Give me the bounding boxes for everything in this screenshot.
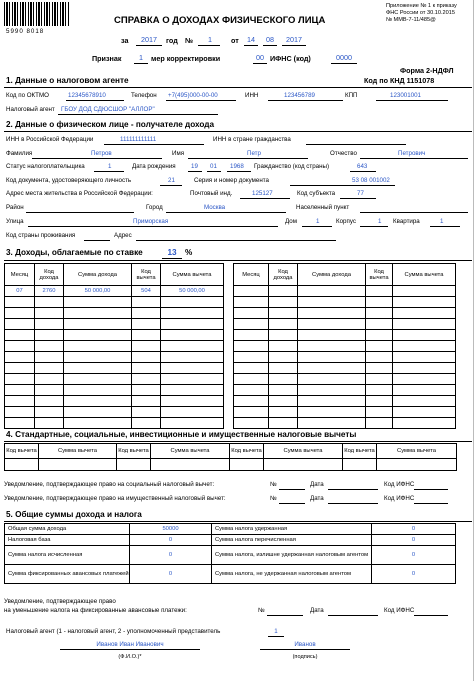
section-2-title: 2. Данные о физическом лице - получателе дохода xyxy=(6,120,215,129)
income-month: 07 xyxy=(5,286,35,297)
ded-code-header: Код вычета xyxy=(230,444,264,459)
table-row xyxy=(5,286,224,297)
table-row xyxy=(234,407,456,418)
correction-label: мер корректировки xyxy=(151,54,221,63)
col-header-deduction-code: Код вычета xyxy=(366,264,393,286)
phone-value: +7(495)000-00-00 xyxy=(168,92,218,99)
income-code: 2760 xyxy=(35,286,64,297)
doc-number-value: 53 08 001002 xyxy=(352,177,390,184)
tax-base-value: 0 xyxy=(130,535,212,546)
rate-value: 13 xyxy=(167,248,177,257)
city-label: Город xyxy=(146,204,163,211)
barcode xyxy=(4,2,70,26)
region-code-value: 77 xyxy=(357,190,364,197)
table-row xyxy=(234,374,456,385)
ifns-label: ИФНС (код) xyxy=(270,54,311,63)
inn-foreign-label: ИНН в стране гражданства xyxy=(213,136,291,143)
kpp-value: 123001001 xyxy=(390,92,421,99)
section-1-title: 1. Данные о налоговом агенте xyxy=(6,76,129,85)
status-value: 1 xyxy=(108,163,112,170)
table-row xyxy=(5,319,224,330)
doc-code-label: Код документа, удостоверяющего личность xyxy=(6,177,132,184)
col-header-income-code: Код дохода xyxy=(269,264,298,286)
zip-value: 125127 xyxy=(252,190,273,197)
date-month: 08 xyxy=(266,35,274,44)
table-row xyxy=(5,374,224,385)
deduction-sum: 50 000,00 xyxy=(161,286,224,297)
property-date-label: Дата xyxy=(310,495,324,502)
house-value: 1 xyxy=(316,218,320,225)
flat-value: 1 xyxy=(440,218,444,225)
ded-sum-header: Сумма вычета xyxy=(151,444,230,459)
total-income-label: Общая сумма дохода xyxy=(5,524,130,535)
citizenship-label: Гражданство (код страны) xyxy=(254,163,330,170)
inn-label: ИНН xyxy=(245,92,259,99)
income-table-left xyxy=(4,263,224,429)
table-row xyxy=(234,396,456,407)
property-ifns-label: Код ИФНС xyxy=(384,495,415,502)
advance-ifns-label: Код ИФНС xyxy=(384,607,415,614)
advance-notice-line-2: на уменьшение налога на фиксированные авансовые платежи: xyxy=(4,607,187,614)
ded-code-header: Код вычета xyxy=(5,444,39,459)
status-label: Статус налогоплательщика xyxy=(6,163,85,170)
table-row xyxy=(234,352,456,363)
section-4-title: 4. Стандартные, социальные, инвестиционные и имущественные налоговые вычеты xyxy=(6,430,357,439)
tax-overwithheld-label: Сумма налога, излишне удержанная налоговым агентом xyxy=(212,546,372,565)
doc-number-label: Серия и номер документа xyxy=(194,177,269,184)
deductions-table xyxy=(4,443,457,471)
advance-no-label: № xyxy=(258,607,265,614)
table-row xyxy=(234,319,456,330)
table-row xyxy=(234,297,456,308)
table-row xyxy=(234,418,456,429)
advance-notice-line-1: Уведомление, подтверждающее право xyxy=(4,598,116,605)
col-header-income-sum: Сумма дохода xyxy=(298,264,366,286)
correction-value: 00 xyxy=(256,53,264,62)
agent-type-value: 1 xyxy=(274,628,278,635)
col-header-deduction-code: Код вычета xyxy=(132,264,161,286)
street-value: Приморская xyxy=(133,218,169,225)
income-table-right xyxy=(233,263,456,429)
zip-label: Почтовый инд. xyxy=(190,190,233,197)
tax-withheld-value: 0 xyxy=(372,524,456,535)
oktmo-label: Код по ОКТМО xyxy=(6,92,49,99)
date-year: 2017 xyxy=(286,35,302,44)
ifns-value: 0000 xyxy=(336,53,352,62)
address2-label: Адрес xyxy=(114,232,132,239)
name-label: Имя xyxy=(172,150,185,157)
col-header-month: Месяц xyxy=(5,264,35,286)
table-row xyxy=(5,363,224,374)
table-row xyxy=(5,352,224,363)
section-3-title: 3. Доходы, облагаемые по ставке xyxy=(6,248,143,257)
table-row xyxy=(5,297,224,308)
ded-code-header: Код вычета xyxy=(117,444,151,459)
income-sum: 50 000,00 xyxy=(64,286,132,297)
col-header-deduction-sum: Сумма вычета xyxy=(161,264,224,286)
col-header-month: Месяц xyxy=(234,264,269,286)
agent-name-label: Налоговый агент xyxy=(6,106,55,113)
signer-fio-caption: (Ф.И.О.)* xyxy=(118,654,142,660)
agent-type-label: Налоговый агент (1 - налоговый агент, 2 - уполномоченный представитель xyxy=(6,628,221,635)
ded-sum-header: Сумма вычета xyxy=(39,444,117,459)
patronymic-label: Отчество xyxy=(330,150,357,157)
social-ifns-label: Код ИФНС xyxy=(384,481,415,488)
signer-signature-caption: (подпись) xyxy=(292,654,318,660)
sign-value: 1 xyxy=(139,53,143,62)
ded-code-header: Код вычета xyxy=(343,444,377,459)
signer-fio: Иванов Иван Иванович xyxy=(96,641,164,648)
name-value: Петр xyxy=(247,150,261,157)
kpp-label: КПП xyxy=(345,92,358,99)
street-label: Улица xyxy=(6,218,24,225)
region-code-label: Код субъекта xyxy=(297,190,336,197)
signer-signature: Иванов xyxy=(294,641,316,648)
property-notice: Уведомление, подтверждающее право на имущественный налоговый вычет: xyxy=(4,495,226,502)
birth-day: 19 xyxy=(191,163,198,170)
property-no-label: № xyxy=(270,495,277,502)
social-date-label: Дата xyxy=(310,481,324,488)
date-label: от xyxy=(231,36,239,45)
year-value: 2017 xyxy=(141,35,157,44)
form-name: Форма 2-НДФЛ xyxy=(400,66,454,75)
table-row xyxy=(5,385,224,396)
col-header-income-sum: Сумма дохода xyxy=(64,264,132,286)
locality-label: Населенный пункт xyxy=(296,204,350,211)
table-row xyxy=(5,418,224,429)
year-suffix: год xyxy=(166,36,178,45)
advance-payments-value: 0 xyxy=(130,565,212,584)
knd-code: Код по КНД 1151078 xyxy=(364,76,435,85)
barcode-number: 5990 8018 xyxy=(6,28,45,35)
table-row xyxy=(5,308,224,319)
tax-not-withheld-value: 0 xyxy=(372,565,456,584)
appendix-line-3: № ММВ-7-11/485@ xyxy=(386,17,436,23)
table-row xyxy=(5,341,224,352)
table-row xyxy=(234,330,456,341)
district-label: Район xyxy=(6,204,24,211)
building-label: Корпус xyxy=(336,218,356,225)
table-row xyxy=(234,286,456,297)
tax-overwithheld-value: 0 xyxy=(372,546,456,565)
page-edge xyxy=(473,0,474,681)
advance-payments-label: Сумма фиксированных авансовых платежей xyxy=(5,565,130,584)
totals-table xyxy=(4,523,456,584)
phone-label: Телефон xyxy=(131,92,157,99)
page-title: СПРАВКА О ДОХОДАХ ФИЗИЧЕСКОГО ЛИЦА xyxy=(114,15,326,26)
inn-value: 123456789 xyxy=(284,92,315,99)
tax-withheld-label: Сумма налога удержанная xyxy=(212,524,372,535)
table-row xyxy=(234,341,456,352)
appendix-line-2: ФНС России от 30.10.2015 xyxy=(386,10,455,16)
inn-rf-label: ИНН в Российской Федерации xyxy=(6,136,94,143)
tax-not-withheld-label: Сумма налога, не удержанная налоговым агентом xyxy=(212,565,372,584)
surname-value: Петров xyxy=(91,150,112,157)
birth-year: 1968 xyxy=(230,163,244,170)
inn-rf-value: 111111111111 xyxy=(120,136,157,143)
building-value: 1 xyxy=(378,218,382,225)
section-5-title: 5. Общие суммы дохода и налога xyxy=(6,510,142,519)
rate-percent: % xyxy=(185,248,193,257)
citizenship-value: 643 xyxy=(357,163,368,170)
advance-date-label: Дата xyxy=(310,607,324,614)
date-day: 14 xyxy=(247,35,255,44)
ded-sum-header: Сумма вычета xyxy=(377,444,457,459)
flat-label: Квартира xyxy=(393,218,420,225)
col-header-income-code: Код дохода xyxy=(35,264,64,286)
surname-label: Фамилия xyxy=(6,150,33,157)
agent-name-value: ГБОУ ДОД СДЮСШОР "АЛЛОР" xyxy=(61,106,155,113)
number-label: № xyxy=(185,36,194,45)
ded-sum-header: Сумма вычета xyxy=(264,444,343,459)
city-value: Москва xyxy=(204,204,226,211)
deduction-code: 504 xyxy=(132,286,161,297)
doc-code-value: 21 xyxy=(168,177,175,184)
year-label: за xyxy=(121,36,129,45)
birth-month: 01 xyxy=(210,163,217,170)
birth-label: Дата рождения xyxy=(132,163,176,170)
col-header-deduction-sum: Сумма вычета xyxy=(393,264,456,286)
table-row xyxy=(234,308,456,319)
table-row xyxy=(234,385,456,396)
oktmo-value: 12345678910 xyxy=(68,92,106,99)
number-value: 1 xyxy=(208,35,212,44)
table-row xyxy=(5,407,224,418)
tax-transferred-value: 0 xyxy=(372,535,456,546)
table-row xyxy=(234,363,456,374)
house-label: Дом xyxy=(285,218,297,225)
country-label: Код страны проживания xyxy=(6,232,76,239)
table-row xyxy=(5,330,224,341)
total-income-value: 50000 xyxy=(130,524,212,535)
address-label: Адрес места жительства в Российской Федерации: xyxy=(6,190,153,197)
sign-label: Признак xyxy=(92,54,122,63)
tax-calculated-label: Сумма налога исчисленная xyxy=(5,546,130,565)
tax-transferred-label: Сумма налога перечисленная xyxy=(212,535,372,546)
patronymic-value: Петрович xyxy=(398,150,426,157)
social-no-label: № xyxy=(270,481,277,488)
appendix-line-1: Приложение № 1 к приказу xyxy=(386,3,457,9)
tax-calculated-value: 0 xyxy=(130,546,212,565)
table-row xyxy=(5,396,224,407)
tax-base-label: Налоговая база xyxy=(5,535,130,546)
social-notice: Уведомление, подтверждающее право на социальный налоговый вычет: xyxy=(4,481,215,488)
